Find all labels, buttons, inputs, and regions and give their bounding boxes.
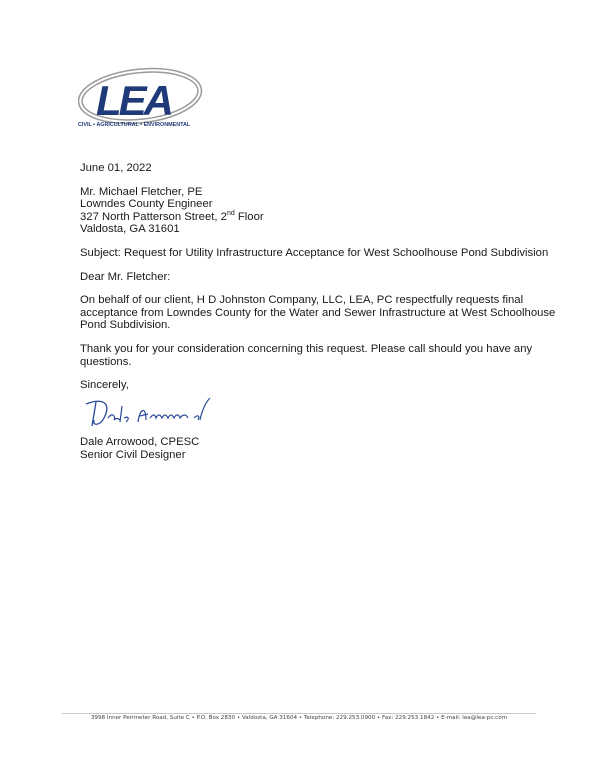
letter-body (80, 162, 556, 403)
subject-line: Subject: Request for Utility Infrastructure Acceptance for West Schoolhouse Pond Subdivision (80, 246, 549, 259)
signer-name: Dale Arrowood, CPESC (80, 436, 200, 448)
recipient-address (80, 186, 550, 236)
logo-text: LEA (96, 77, 171, 124)
body-paragraph-2: Thank you for your consideration concerning this request. Please call should you have any questions. (80, 342, 533, 368)
recipient-title: Lowndes County Engineer (80, 198, 213, 211)
recipient-name: Mr. Michael Fletcher, PE (80, 185, 203, 198)
signer-block (80, 436, 199, 461)
letter-date: June 01, 2022 (80, 162, 152, 174)
closing: Sincerely, (80, 379, 129, 392)
footer-contact: 3998 Inner Perimeter Road, Suite C • P.O. Box 2830 • Valdosta, GA 31604 • Telephone: 229.253.0900 • Fax: 229.253.1842 • E-mail: lea@lea-pc.com (90, 715, 508, 721)
signer-title: Senior Civil Designer (80, 448, 186, 461)
recipient-street: 327 North Patterson Street, 2nd Floor (80, 210, 264, 223)
logo-tagline: CIVIL • AGRICULTURAL • ENVIRONMENTAL (78, 122, 191, 128)
footer-divider (62, 713, 536, 714)
company-logo (78, 66, 218, 132)
signature (82, 396, 222, 432)
body-paragraph-1: On behalf of our client, H D Johnston Company, LLC, LEA, PC respectfully requests final acceptance from Lowndes County for the Water and Sewer Infrastructure at West Schoolhouse Pond Subdivision. (80, 294, 556, 332)
salutation: Dear Mr. Fletcher: (80, 270, 171, 283)
recipient-city: Valdosta, GA 31601 (80, 223, 180, 236)
